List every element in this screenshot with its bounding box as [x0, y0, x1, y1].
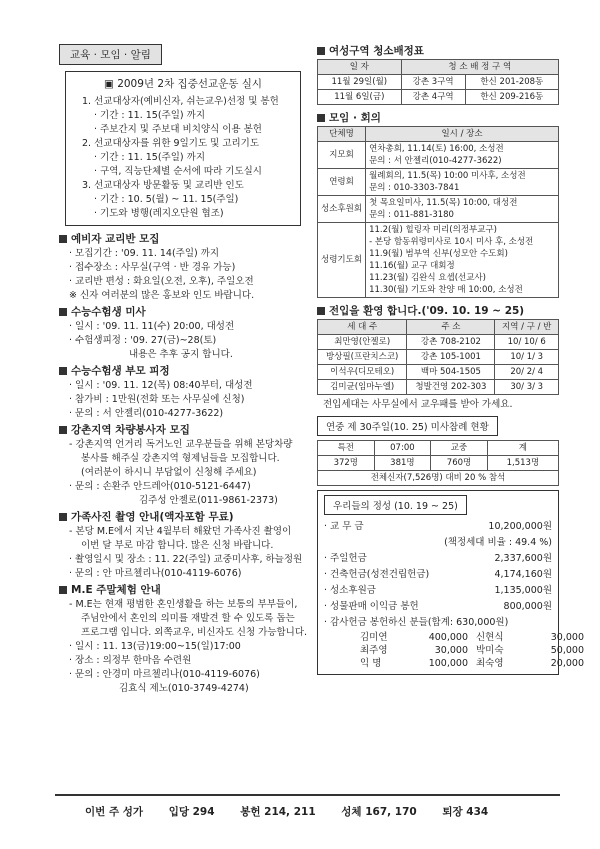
- table-row: [318, 169, 559, 196]
- mission-line: · 기간 : 10. 5(월) ~ 11. 15(주일): [94, 194, 239, 205]
- square-bullet-icon: [59, 513, 67, 521]
- table-cell: 강촌 3구역: [401, 75, 465, 90]
- offering-row: · 성물판매 이익금 봉헌 800,000원: [324, 601, 552, 612]
- offering-row: · 성소후원금 1,135,000원: [324, 585, 552, 596]
- table-header: 07:00: [374, 441, 431, 456]
- notice-catechumen: [59, 232, 307, 303]
- square-bullet-icon: [59, 308, 67, 316]
- table-header: 특전: [318, 441, 375, 456]
- notice-family-photo: [59, 510, 307, 581]
- notice-line: 이번 달 부로 마감 합니다. 많은 신청 바랍니다.: [81, 540, 274, 551]
- notice-line: · 접수장소 : 사무실(구역 · 반 경유 가능): [69, 262, 236, 273]
- welcome-table: [317, 319, 559, 395]
- notice-line: 김주성 안젤로(011-9861-2373): [139, 495, 278, 506]
- table-row: [318, 223, 559, 298]
- notice-title: 수능수험생 미사: [59, 305, 307, 320]
- attendance-table: [317, 440, 559, 486]
- square-bullet-icon: [317, 114, 325, 122]
- notice-line: · 일시 : '09. 11. 11(수) 20:00, 대성전: [69, 321, 235, 332]
- offering-row: · 감사헌금 봉헌하신 분들(합계: 630,000원): [324, 617, 509, 628]
- table-cell: 11월 29일(월): [318, 75, 402, 90]
- notice-line: · 문의 : 안경미 마르첼리나(010-4119-6076): [69, 669, 260, 680]
- mission-line: 3. 선교대상자 방문활동 및 교리반 인도: [82, 180, 244, 191]
- notice-line: - 강촌지역 언거리 독거노인 교우분들을 위해 본당차량: [69, 439, 293, 450]
- table-row: [318, 75, 559, 90]
- square-bullet-icon: [317, 307, 325, 315]
- table-row: [318, 471, 559, 486]
- notice-title: 강촌지역 차량봉사자 모집: [59, 423, 307, 438]
- notice-line: ※ 신자 여러분의 많은 홍보와 인도 바랍니다.: [69, 290, 255, 301]
- notice-line: 김효식 제노(010-3749-4274): [119, 683, 249, 694]
- table-row: [318, 196, 559, 223]
- table-cell: 연령회: [318, 169, 366, 196]
- notice-title: 수능수험생 부모 피정: [59, 364, 307, 379]
- table-header: 단체명: [318, 127, 366, 142]
- meeting-table: [317, 126, 559, 298]
- table-row: 방상필(프란치스코) 강촌 105-1001 10/ 1/ 3: [318, 350, 559, 365]
- notice-line: - M.E는 현재 평범한 혼인생활을 하는 보통의 부부들이,: [69, 599, 298, 610]
- notice-line: · 일시 : '09. 11. 12(목) 08:40부터, 대성전: [69, 380, 253, 391]
- table-header: 청 소 배 정 구 역: [401, 60, 558, 75]
- welcome-note: 전입세대는 사무실에서 교우패를 받아 가세요.: [323, 399, 513, 410]
- mission-line: 2. 선교대상자를 위한 9일기도 및 고리기도: [82, 138, 260, 149]
- table-header: 일시 / 장소: [366, 127, 559, 142]
- table-cell: 강촌 4구역: [401, 90, 465, 105]
- table-header: 주 소: [407, 320, 495, 335]
- notice-line: 봉사를 해주실 강촌지역 형제님들을 모집합니다.: [81, 453, 280, 464]
- table-cell: 성소후원회: [318, 196, 366, 223]
- table-cell: 연차총회, 11.14(토) 16:00, 소성전 문의 : 서 안젤리(010-4277-3622): [366, 142, 559, 169]
- notice-volunteer: [59, 423, 307, 508]
- offering-row: · 주일헌금 2,337,600원: [324, 553, 552, 564]
- table-row: [318, 142, 559, 169]
- table-row: [318, 90, 559, 105]
- mission-line: · 기간 : 11. 15(주일) 까지: [94, 110, 205, 121]
- table-header: 세 대 주: [318, 320, 407, 335]
- notice-line: · 참가비 : 1만원(전화 또는 사무실에 신청): [69, 394, 245, 405]
- gift-list: 김미연 400,000 신현식 30,000 최주영 30,000 박미숙 50,000 익 명 100,000 최숙영 20,000: [360, 632, 584, 669]
- mission-line: 1. 선교대상자(예비신자, 쉬는교우)선정 및 봉헌: [82, 96, 279, 107]
- table-cell: 첫 목요일미사, 11.5(목) 10:00, 대성전 문의 : 011-881-3180: [366, 196, 559, 223]
- table-header: 교중: [431, 441, 488, 456]
- bulletin-page: [55, 38, 584, 828]
- mission-line: · 기도와 병행(레지오단원 협조): [94, 208, 224, 219]
- notice-line: · 수험생피정 : '09. 27(금)~28(토): [69, 335, 217, 346]
- attendance-total: 전체신자(7,526명) 대비 20 % 참석: [318, 471, 559, 486]
- offering-row: · 건축헌금(성전건립헌금) 4,174,160원: [324, 569, 552, 580]
- notice-line: · 문의 : 안 마르첼리나(010-4119-6076): [69, 568, 242, 579]
- notice-line: - 본당 M.E에서 지난 4월부터 해왔던 가족사진 촬영이: [69, 526, 292, 537]
- offering-title: 우리들의 정성 (10. 19 ~ 25): [324, 495, 467, 515]
- notice-title: 예비자 교리반 모집: [59, 232, 307, 247]
- right-column: [317, 42, 584, 675]
- mission-line: · 주보간지 및 주보대 비치양식 이용 봉헌: [94, 124, 262, 135]
- table-cell: 한신 201-208동: [465, 75, 558, 90]
- offering-row: · 교 무 금 10,200,000원: [324, 521, 552, 532]
- notice-exam-mass: [59, 305, 307, 362]
- table-cell: 월례회의, 11.5(목) 10:00 미사후, 소성전 문의 : 010-3303-7841: [366, 169, 559, 196]
- table-row: 이석우(디모테오) 백마 504-1505 20/ 2/ 4: [318, 365, 559, 380]
- square-bullet-icon: [317, 47, 325, 55]
- notice-line: · 일시 : 11. 13(금)19:00~15(일)17:00: [69, 641, 241, 652]
- hymn-footer: [55, 794, 560, 819]
- meeting-title: 모임 · 회의: [317, 111, 559, 126]
- table-cell: 지모회: [318, 142, 366, 169]
- hymn-recessional: 퇴장 434: [442, 806, 489, 818]
- notice-line: · 촬영일시 및 장소 : 11. 22(주일) 교중미사후, 하늘정원: [69, 554, 303, 565]
- hymn-label: 이번 주 성가: [85, 806, 144, 818]
- hymn-entrance: 입당 294: [168, 806, 215, 818]
- table-row: 최만영(안젤로) 강촌 708-2102 10/ 10/ 6: [318, 335, 559, 350]
- table-header: 계: [487, 441, 558, 456]
- notice-line: · 교리반 편성 : 화요일(오전, 오후), 주일오전: [69, 276, 254, 287]
- table-cell: 한신 209-216동: [465, 90, 558, 105]
- offering-box: [317, 490, 584, 675]
- notice-title: M.E 주말체험 안내: [59, 583, 307, 598]
- notice-line: · 문의 : 손환주 안드레아(010-5121-6447): [69, 481, 251, 492]
- clean-title: 여성구역 청소배정표: [317, 44, 559, 59]
- table-row: 김미균(임마누엘) 청발건영 202-303 30/ 3/ 3: [318, 380, 559, 395]
- square-bullet-icon: [59, 586, 67, 594]
- clean-table: [317, 59, 559, 105]
- table-cell: 11월 6일(금): [318, 90, 402, 105]
- attendance-title: 연중 제 30주일(10. 25) 미사참례 현황: [317, 416, 498, 436]
- hymn-communion: 성체 167, 170: [341, 806, 417, 818]
- notice-line: 프로그램 입니다. 외쪽교우, 비신자도 신청 가능합니다.: [81, 627, 307, 638]
- notice-line: · 문의 : 서 안젤리(010-4277-3622): [69, 408, 224, 419]
- mission-line: · 기간 : 11. 15(주일) 까지: [94, 152, 205, 163]
- notice-me-weekend: [59, 583, 307, 696]
- mission-title: ▣ 2009년 2차 집중선교운동 실시: [103, 78, 263, 90]
- notice-line: 내용은 추후 공지 합니다.: [129, 349, 233, 360]
- table-cell: 성령기도회: [318, 223, 366, 298]
- section-banner: 교육 · 모임 · 알림: [59, 44, 162, 65]
- table-header: 일 자: [318, 60, 402, 75]
- hymn-offertory: 봉헌 214, 211: [240, 806, 316, 818]
- square-bullet-icon: [59, 235, 67, 243]
- square-bullet-icon: [59, 426, 67, 434]
- table-cell: 11.2(월) 힐링자 미리(의정부교구) - 본당 함동위령미사로 10시 미사 후, 소성전 11.9(월) 범부역 신부(성모안 수도회) 11.16(월) 교구 대회정 11.23(월) 김완식 요셉(선교사) 11.30(월) 기도와 찬양 매 10:00, 소성전: [366, 223, 559, 298]
- mission-box: [65, 71, 301, 226]
- welcome-title: 전입을 환영 합니다.('09. 10. 19 ~ 25): [317, 304, 559, 319]
- notice-line: (여러분이 하시니 부담없이 신청해 주세요): [81, 467, 257, 478]
- square-bullet-icon: [59, 367, 67, 375]
- notice-line: 주님안에서 혼인의 의미를 재발견 할 수 있도록 돕는: [81, 613, 295, 624]
- mission-line: · 구역, 직능단체별 순서에 따라 기도실시: [94, 166, 262, 177]
- notice-parent-retreat: [59, 364, 307, 421]
- offering-row: (책정세대 비율 : 49.4 %): [444, 537, 552, 548]
- notice-title: 가족사진 촬영 안내(액자포함 무료): [59, 510, 307, 525]
- notice-line: · 모집기간 : '09. 11. 14(주일) 까지: [69, 248, 220, 259]
- table-row: 372명 381명 760명 1,513명: [318, 456, 559, 471]
- notice-line: · 장소 : 의정부 한마음 수련원: [69, 655, 192, 666]
- table-header: 지역 / 구 / 반: [495, 320, 559, 335]
- left-column: [59, 44, 307, 696]
